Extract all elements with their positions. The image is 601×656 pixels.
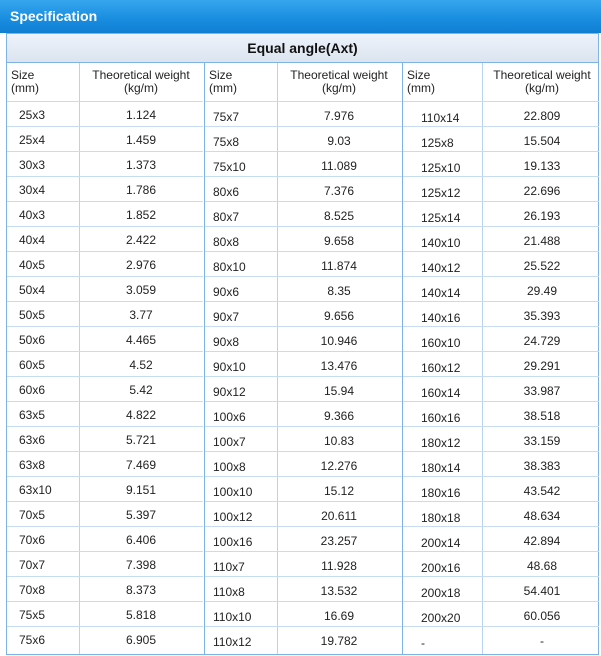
table-row <box>7 326 203 351</box>
size-cell: 30x3 <box>19 158 46 172</box>
weight-cell: 6.905 <box>125 633 157 647</box>
table-row <box>205 251 402 276</box>
size-cell: 40x4 <box>19 233 46 247</box>
table-row <box>7 576 203 601</box>
weight-cell: 16.69 <box>323 609 355 623</box>
size-cell: 100x7 <box>213 435 246 449</box>
size-cell: 50x6 <box>19 333 46 347</box>
table-row <box>403 201 599 226</box>
weight-cell: 7.469 <box>125 458 157 472</box>
weight-cell: 38.383 <box>523 459 561 473</box>
table-row <box>7 201 203 226</box>
table-row <box>205 401 402 426</box>
size-cell: 100x12 <box>213 510 253 524</box>
column-group-2 <box>204 63 402 654</box>
size-cell: 100x16 <box>213 535 253 549</box>
weight-cell: 15.94 <box>323 384 355 398</box>
weight-cell: 5.818 <box>125 608 157 622</box>
table-row <box>205 351 402 376</box>
specification-header <box>0 0 601 33</box>
weight-cell: 7.376 <box>323 184 355 198</box>
table-row <box>7 476 203 501</box>
weight-cell: 42.894 <box>523 534 561 548</box>
size-cell: 25x3 <box>19 108 46 122</box>
weight-cell: 22.696 <box>523 184 561 198</box>
table-row <box>205 626 402 651</box>
weight-cell: 5.42 <box>129 383 153 397</box>
size-cell: 63x5 <box>19 408 46 422</box>
size-cell: 90x8 <box>213 335 240 349</box>
table-row <box>205 151 402 176</box>
size-cell: 125x14 <box>421 211 461 225</box>
size-cell: 90x10 <box>213 360 246 374</box>
table-row <box>205 601 402 626</box>
weight-cell: 15.12 <box>323 484 355 498</box>
table-row <box>403 376 599 401</box>
weight-cell: 60.056 <box>523 609 561 623</box>
weight-cell: 22.809 <box>523 109 561 123</box>
size-cell: 80x8 <box>213 235 240 249</box>
table-row <box>205 476 402 501</box>
size-cell: 180x12 <box>421 436 461 450</box>
size-cell: 160x14 <box>421 386 461 400</box>
table-row <box>205 426 402 451</box>
weight-cell: 12.276 <box>320 459 358 473</box>
weight-cell: 10.946 <box>320 334 358 348</box>
weight-cell: 3.77 <box>129 308 153 322</box>
size-cell: 75x5 <box>19 608 46 622</box>
table-row <box>403 276 599 301</box>
table-row <box>403 401 599 426</box>
table-row <box>403 551 599 576</box>
table-row <box>205 526 402 551</box>
size-cell: 25x4 <box>19 133 46 147</box>
size-cell: 40x3 <box>19 208 46 222</box>
table-row <box>7 401 203 426</box>
table-row <box>205 326 402 351</box>
weight-cell: 29.49 <box>526 284 558 298</box>
weight-cell: 24.729 <box>523 334 561 348</box>
size-cell: 160x12 <box>421 361 461 375</box>
section-title: Specification <box>10 8 98 24</box>
weight-header: Theoretical weight (kg/m) <box>493 68 591 95</box>
table-row <box>403 226 599 251</box>
weight-cell: 19.782 <box>320 634 358 648</box>
table-row <box>205 451 402 476</box>
weight-cell: 7.398 <box>125 558 157 572</box>
table-row <box>403 526 599 551</box>
weight-cell: 54.401 <box>523 584 561 598</box>
weight-cell: 33.987 <box>523 384 561 398</box>
table-row <box>403 426 599 451</box>
table-row <box>403 501 599 526</box>
table-row <box>403 101 599 126</box>
weight-cell: 4.465 <box>125 333 157 347</box>
weight-cell: 7.976 <box>323 109 355 123</box>
table-row <box>403 301 599 326</box>
table-row <box>7 426 203 451</box>
table-row <box>403 326 599 351</box>
size-cell: 180x16 <box>421 486 461 500</box>
weight-cell: 48.634 <box>523 509 561 523</box>
weight-cell: 4.822 <box>125 408 157 422</box>
size-cell: 75x7 <box>213 110 240 124</box>
weight-cell: 5.397 <box>125 508 157 522</box>
table-row <box>205 276 402 301</box>
weight-cell: 11.928 <box>321 559 357 573</box>
table-rows <box>7 101 203 651</box>
size-cell: 75x10 <box>213 160 246 174</box>
weight-cell: 25.522 <box>523 259 561 273</box>
size-cell: 30x4 <box>19 183 46 197</box>
weight-cell: 2.422 <box>125 233 157 247</box>
size-cell: 100x10 <box>213 485 253 499</box>
weight-header: Theoretical weight (kg/m) <box>290 68 388 95</box>
table-row <box>205 501 402 526</box>
size-cell: 70x5 <box>19 508 46 522</box>
weight-cell: 19.133 <box>523 159 561 173</box>
size-cell: 160x10 <box>421 336 461 350</box>
size-cell: - <box>421 636 425 650</box>
weight-cell: 43.542 <box>523 484 561 498</box>
size-cell: 60x5 <box>19 358 46 372</box>
size-cell: 110x7 <box>213 560 245 574</box>
size-cell: 180x14 <box>421 461 461 475</box>
table-row <box>7 251 203 276</box>
size-cell: 100x6 <box>213 410 246 424</box>
table-row <box>7 601 203 626</box>
weight-cell: 26.193 <box>523 209 561 223</box>
column-group-1 <box>7 63 203 654</box>
size-cell: 160x16 <box>421 411 461 425</box>
weight-cell: 1.124 <box>125 108 157 122</box>
column-group-3 <box>402 63 599 654</box>
table-row <box>7 176 203 201</box>
weight-cell: 1.852 <box>125 208 157 222</box>
table-row <box>7 226 203 251</box>
table-row <box>7 351 203 376</box>
weight-cell: 8.373 <box>125 583 157 597</box>
size-cell: 63x6 <box>19 433 46 447</box>
size-cell: 63x8 <box>19 458 46 472</box>
table-row <box>403 151 599 176</box>
table-row <box>7 301 203 326</box>
weight-cell: 29.291 <box>523 359 561 373</box>
table-row <box>403 626 599 651</box>
weight-cell: 8.525 <box>323 209 355 223</box>
table-row <box>7 551 203 576</box>
weight-cell: 10.83 <box>323 434 355 448</box>
size-cell: 125x8 <box>421 136 454 150</box>
size-cell: 140x14 <box>421 286 461 300</box>
table-row <box>7 376 203 401</box>
table-row <box>403 601 599 626</box>
size-cell: 180x18 <box>421 511 461 525</box>
table-rows <box>205 101 402 651</box>
weight-cell: 13.532 <box>320 584 358 598</box>
table-row <box>7 126 203 151</box>
weight-cell: 23.257 <box>320 534 358 548</box>
size-cell: 200x14 <box>421 536 461 550</box>
weight-cell: 4.52 <box>129 358 153 372</box>
size-cell: 80x6 <box>213 185 240 199</box>
table-row <box>7 626 203 651</box>
weight-cell: 9.366 <box>323 409 355 423</box>
weight-cell: 20.611 <box>321 509 357 523</box>
table-row <box>403 576 599 601</box>
weight-cell: 3.059 <box>125 283 157 297</box>
size-cell: 50x5 <box>19 308 46 322</box>
weight-cell: 11.089 <box>321 159 357 173</box>
table-row <box>205 376 402 401</box>
size-cell: 200x16 <box>421 561 461 575</box>
weight-cell: 9.03 <box>327 134 351 148</box>
size-cell: 200x18 <box>421 586 461 600</box>
weight-cell: 35.393 <box>523 309 561 323</box>
weight-cell: 48.68 <box>526 559 558 573</box>
weight-cell: 6.406 <box>125 533 157 547</box>
size-cell: 110x10 <box>213 610 252 624</box>
table-row <box>403 126 599 151</box>
table-row <box>7 501 203 526</box>
weight-cell: 9.656 <box>323 309 355 323</box>
size-cell: 70x7 <box>19 558 46 572</box>
size-cell: 80x7 <box>213 210 240 224</box>
size-cell: 90x12 <box>213 385 246 399</box>
table-row <box>205 301 402 326</box>
size-cell: 63x10 <box>19 483 52 497</box>
size-cell: 75x6 <box>19 633 46 647</box>
size-cell: 110x8 <box>213 585 245 599</box>
weight-cell: 2.976 <box>125 258 157 272</box>
table-row <box>205 201 402 226</box>
weight-cell: 1.373 <box>125 158 157 172</box>
table-row <box>403 176 599 201</box>
weight-cell: 9.658 <box>323 234 355 248</box>
size-cell: 125x12 <box>421 186 461 200</box>
table-row <box>7 276 203 301</box>
table-row <box>7 451 203 476</box>
weight-cell: 1.786 <box>125 183 157 197</box>
size-header: Size (mm) <box>407 68 435 95</box>
table-row <box>205 176 402 201</box>
size-cell: 70x8 <box>19 583 46 597</box>
table-row <box>205 576 402 601</box>
weight-cell: 15.504 <box>523 134 561 148</box>
size-cell: 100x8 <box>213 460 246 474</box>
weight-cell: 1.459 <box>125 133 157 147</box>
table-row <box>403 476 599 501</box>
table-row <box>205 126 402 151</box>
equal-angle-spec-table <box>6 33 599 655</box>
table-rows <box>403 101 599 651</box>
weight-cell: 13.476 <box>320 359 358 373</box>
size-cell: 90x6 <box>213 285 240 299</box>
table-row <box>403 251 599 276</box>
size-header: Size (mm) <box>11 68 39 95</box>
size-cell: 200x20 <box>421 611 461 625</box>
size-cell: 140x12 <box>421 261 461 275</box>
size-cell: 80x10 <box>213 260 246 274</box>
table-row <box>7 101 203 126</box>
table-row <box>403 451 599 476</box>
table-row <box>205 101 402 126</box>
size-header: Size (mm) <box>209 68 237 95</box>
weight-cell: 8.35 <box>327 284 351 298</box>
size-cell: 90x7 <box>213 310 240 324</box>
size-cell: 110x14 <box>421 111 460 125</box>
table-caption: Equal angle(Axt) <box>7 34 598 63</box>
table-row <box>205 551 402 576</box>
size-cell: 125x10 <box>421 161 461 175</box>
weight-cell: 9.151 <box>125 483 157 497</box>
size-cell: 60x6 <box>19 383 46 397</box>
table-row <box>7 151 203 176</box>
weight-header: Theoretical weight (kg/m) <box>92 68 190 95</box>
size-cell: 70x6 <box>19 533 46 547</box>
weight-cell: 5.721 <box>125 433 157 447</box>
size-cell: 110x12 <box>213 635 252 649</box>
weight-cell: - <box>540 634 544 648</box>
table-row <box>7 526 203 551</box>
size-cell: 40x5 <box>19 258 46 272</box>
weight-cell: 33.159 <box>523 434 561 448</box>
size-cell: 140x16 <box>421 311 461 325</box>
table-row <box>205 226 402 251</box>
weight-cell: 38.518 <box>523 409 561 423</box>
size-cell: 75x8 <box>213 135 240 149</box>
table-row <box>403 351 599 376</box>
weight-cell: 21.488 <box>523 234 561 248</box>
weight-cell: 11.874 <box>321 259 357 273</box>
size-cell: 140x10 <box>421 236 461 250</box>
size-cell: 50x4 <box>19 283 46 297</box>
